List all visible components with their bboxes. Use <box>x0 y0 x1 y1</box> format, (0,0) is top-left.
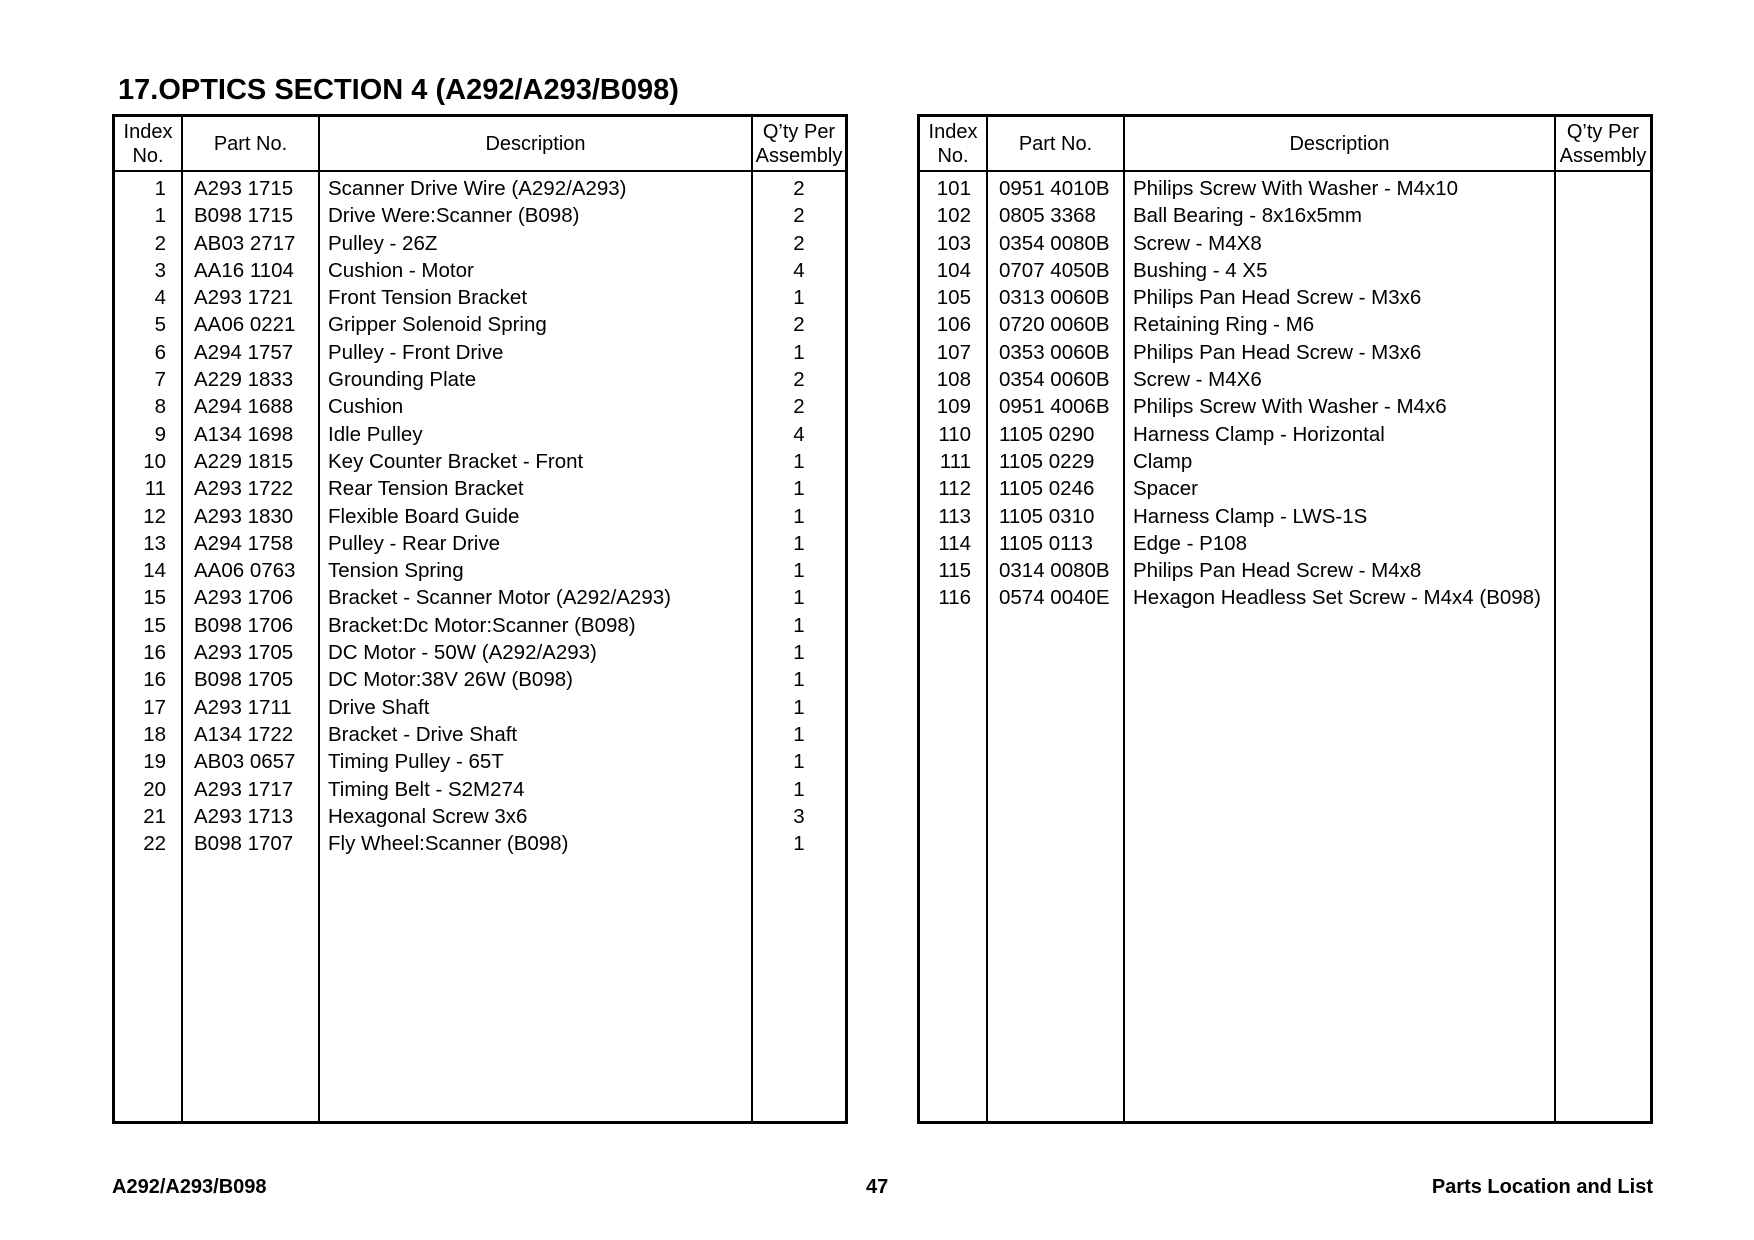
qty-cell: 2 <box>793 395 805 419</box>
qty-cell: 1 <box>793 777 805 801</box>
parts-table-right <box>917 114 1653 1124</box>
description-cell: Screw - M4X8 <box>1133 231 1262 255</box>
table-row <box>115 721 845 748</box>
part-no-cell: 0574 0040E <box>999 586 1110 610</box>
qty-cell: 1 <box>793 695 805 719</box>
qty-cell: 2 <box>793 313 805 337</box>
table-row <box>115 421 845 448</box>
page-title: 17.OPTICS SECTION 4 (A292/A293/B098) <box>118 74 679 106</box>
table-row <box>920 230 1650 257</box>
header-description: Description <box>1289 132 1390 155</box>
description-cell: Pulley - Rear Drive <box>328 531 501 555</box>
part-no-cell: A134 1698 <box>194 422 294 446</box>
qty-cell: 2 <box>793 204 805 228</box>
qty-cell <box>1556 421 1650 448</box>
footer-section: Parts Location and List <box>1431 1176 1653 1198</box>
description-cell: Gripper Solenoid Spring <box>328 313 547 337</box>
part-no-cell: A293 1705 <box>194 641 294 665</box>
table-row <box>920 530 1650 557</box>
qty-cell: 1 <box>793 832 805 856</box>
description-cell: Idle Pulley <box>328 422 423 446</box>
header-qty: Q’ty Per Assembly <box>755 120 843 167</box>
index-cell: 16 <box>143 668 166 692</box>
table-row <box>115 639 845 666</box>
table-row <box>115 612 845 639</box>
table-row <box>115 557 845 584</box>
description-cell: Harness Clamp - LWS-1S <box>1133 504 1368 528</box>
qty-cell <box>1556 284 1650 311</box>
part-no-cell: A294 1757 <box>194 340 294 364</box>
index-cell: 116 <box>938 586 971 610</box>
table-row <box>920 503 1650 530</box>
description-cell: Bracket - Drive Shaft <box>328 722 518 746</box>
description-cell: Hexagon Headless Set Screw - M4x4 (B098) <box>1133 586 1541 610</box>
table-row <box>920 257 1650 284</box>
qty-cell <box>1556 448 1650 475</box>
part-no-cell: AA06 0221 <box>194 313 296 337</box>
index-cell: 20 <box>143 777 166 801</box>
description-cell: Screw - M4X6 <box>1133 368 1262 392</box>
table-row <box>115 284 845 311</box>
description-cell: Philips Pan Head Screw - M4x8 <box>1133 559 1422 583</box>
index-cell: 14 <box>143 559 166 583</box>
qty-cell: 1 <box>793 531 805 555</box>
index-cell: 103 <box>936 231 971 255</box>
table-row <box>115 202 845 229</box>
parts-table-left <box>112 114 848 1124</box>
description-cell: Philips Screw With Washer - M4x10 <box>1133 177 1459 200</box>
index-cell: 101 <box>936 177 971 200</box>
index-cell: 107 <box>936 340 971 364</box>
qty-cell: 1 <box>793 750 805 774</box>
part-no-cell: 1105 0246 <box>999 477 1095 501</box>
index-cell: 15 <box>143 586 166 610</box>
qty-cell: 1 <box>793 559 805 583</box>
table-row <box>115 366 845 393</box>
index-cell: 3 <box>154 258 166 282</box>
part-no-cell: A294 1688 <box>194 395 294 419</box>
qty-cell <box>1556 557 1650 584</box>
table-body <box>920 175 1650 612</box>
table-row <box>115 257 845 284</box>
part-no-cell: A294 1758 <box>194 531 294 555</box>
part-no-cell: 0805 3368 <box>999 204 1096 228</box>
part-no-cell: A229 1833 <box>194 368 294 392</box>
qty-cell <box>1556 339 1650 366</box>
part-no-cell: A134 1722 <box>194 722 294 746</box>
part-no-cell: 0951 4010B <box>999 177 1110 200</box>
part-no-cell: A293 1706 <box>194 586 294 610</box>
index-cell: 108 <box>936 368 971 392</box>
part-no-cell: A293 1722 <box>194 477 294 501</box>
table-row <box>115 748 845 775</box>
description-cell: Flexible Board Guide <box>328 504 520 528</box>
index-cell: 4 <box>154 286 166 310</box>
description-cell: Timing Pulley - 65T <box>328 750 504 774</box>
index-cell: 9 <box>154 422 166 446</box>
description-cell: Timing Belt - S2M274 <box>328 777 525 801</box>
qty-cell: 1 <box>793 477 805 501</box>
part-no-cell: 0314 0080B <box>999 559 1110 583</box>
table-row <box>115 339 845 366</box>
table-row <box>920 175 1650 202</box>
qty-cell <box>1556 230 1650 257</box>
description-cell: Bracket:Dc Motor:Scanner (B098) <box>328 613 636 637</box>
part-no-cell: A293 1711 <box>194 695 292 719</box>
description-cell: Edge - P108 <box>1133 531 1247 555</box>
part-no-cell: 0951 4006B <box>999 395 1110 419</box>
part-no-cell: 0353 0060B <box>999 340 1110 364</box>
part-no-cell: B098 1705 <box>194 668 294 692</box>
description-cell: Pulley - Front Drive <box>328 340 504 364</box>
header-divider <box>920 170 1650 172</box>
index-cell: 10 <box>143 449 166 473</box>
index-cell: 6 <box>154 340 166 364</box>
header-description: Description <box>485 132 586 155</box>
table-row <box>920 339 1650 366</box>
description-cell: Harness Clamp - Horizontal <box>1133 422 1385 446</box>
description-cell: Philips Pan Head Screw - M3x6 <box>1133 286 1422 310</box>
table-row <box>115 475 845 502</box>
table-row <box>920 584 1650 611</box>
part-no-cell: 1105 0290 <box>999 422 1095 446</box>
index-cell: 13 <box>143 531 166 555</box>
qty-cell <box>1556 393 1650 420</box>
part-no-cell: A293 1721 <box>194 286 294 310</box>
index-cell: 16 <box>143 641 166 665</box>
description-cell: Spacer <box>1133 477 1198 501</box>
part-no-cell: 1105 0113 <box>999 531 1093 555</box>
index-cell: 109 <box>936 395 971 419</box>
footer-page-number: 47 <box>866 1176 889 1198</box>
qty-cell: 1 <box>793 722 805 746</box>
table-row <box>115 448 845 475</box>
qty-cell <box>1556 257 1650 284</box>
qty-cell: 4 <box>793 258 805 282</box>
part-no-cell: B098 1707 <box>194 832 294 856</box>
table-body <box>115 175 845 857</box>
qty-cell: 1 <box>793 286 805 310</box>
header-index: Index No. <box>123 120 173 167</box>
header-qty: Q’ty Per Assembly <box>1559 120 1647 167</box>
index-cell: 1 <box>154 204 166 228</box>
description-cell: Retaining Ring - M6 <box>1133 313 1315 337</box>
header-divider <box>115 170 845 172</box>
index-cell: 1 <box>154 177 166 200</box>
part-no-cell: B098 1715 <box>194 204 294 228</box>
table-row <box>920 557 1650 584</box>
part-no-cell: 1105 0310 <box>999 504 1095 528</box>
index-cell: 22 <box>143 832 166 856</box>
index-cell: 112 <box>938 477 971 501</box>
qty-cell <box>1556 366 1650 393</box>
table-row <box>920 366 1650 393</box>
index-cell: 17 <box>143 695 166 719</box>
part-no-cell: A293 1713 <box>194 804 294 828</box>
qty-cell <box>1556 503 1650 530</box>
index-cell: 12 <box>143 504 166 528</box>
table-row <box>920 202 1650 229</box>
description-cell: Clamp <box>1133 449 1193 473</box>
table-row <box>115 803 845 830</box>
part-no-cell: A293 1715 <box>194 177 294 200</box>
index-cell: 110 <box>938 422 971 446</box>
index-cell: 111 <box>939 449 971 473</box>
table-row <box>115 230 845 257</box>
part-no-cell: AA06 0763 <box>194 559 296 583</box>
table-row <box>115 393 845 420</box>
qty-cell <box>1556 311 1650 338</box>
index-cell: 8 <box>154 395 166 419</box>
part-no-cell: AB03 0657 <box>194 750 296 774</box>
table-row <box>115 776 845 803</box>
part-no-cell: B098 1706 <box>194 613 294 637</box>
index-cell: 19 <box>143 750 166 774</box>
part-no-cell: 1105 0229 <box>999 449 1095 473</box>
qty-cell <box>1556 175 1650 202</box>
description-cell: Drive Shaft <box>328 695 430 719</box>
qty-cell: 4 <box>793 422 805 446</box>
table-row <box>115 666 845 693</box>
description-cell: Grounding Plate <box>328 368 477 392</box>
index-cell: 102 <box>936 204 971 228</box>
part-no-cell: 0354 0080B <box>999 231 1110 255</box>
description-cell: Front Tension Bracket <box>328 286 528 310</box>
table-row <box>920 311 1650 338</box>
index-cell: 113 <box>938 504 971 528</box>
description-cell: Ball Bearing - 8x16x5mm <box>1133 204 1363 228</box>
header-part-no: Part No. <box>213 132 288 155</box>
part-no-cell: 0707 4050B <box>999 258 1110 282</box>
index-cell: 2 <box>154 231 166 255</box>
description-cell: Drive Were:Scanner (B098) <box>328 204 580 228</box>
index-cell: 18 <box>143 722 166 746</box>
index-cell: 15 <box>143 613 166 637</box>
index-cell: 104 <box>936 258 971 282</box>
index-cell: 7 <box>154 368 166 392</box>
table-row <box>115 694 845 721</box>
table-row <box>115 311 845 338</box>
index-cell: 114 <box>938 531 971 555</box>
index-cell: 5 <box>154 313 166 337</box>
index-cell: 106 <box>936 313 971 337</box>
description-cell: Cushion <box>328 395 404 419</box>
index-cell: 105 <box>936 286 971 310</box>
index-cell: 115 <box>938 559 971 583</box>
qty-cell: 1 <box>793 340 805 364</box>
header-index: Index No. <box>928 120 978 167</box>
qty-cell: 1 <box>793 449 805 473</box>
description-cell: DC Motor - 50W (A292/A293) <box>328 641 597 665</box>
index-cell: 21 <box>143 804 166 828</box>
qty-cell: 1 <box>793 641 805 665</box>
description-cell: Cushion - Motor <box>328 258 474 282</box>
qty-cell: 1 <box>793 504 805 528</box>
description-cell: Hexagonal Screw 3x6 <box>328 804 528 828</box>
table-row <box>115 584 845 611</box>
footer-model: A292/A293/B098 <box>112 1176 267 1198</box>
table-row <box>920 393 1650 420</box>
qty-cell <box>1556 475 1650 502</box>
description-cell: Bracket - Scanner Motor (A292/A293) <box>328 586 671 610</box>
description-cell: Philips Pan Head Screw - M3x6 <box>1133 340 1422 364</box>
qty-cell: 1 <box>793 613 805 637</box>
header-part-no: Part No. <box>1018 132 1093 155</box>
qty-cell: 1 <box>793 586 805 610</box>
table-row <box>920 421 1650 448</box>
description-cell: Pulley - 26Z <box>328 231 438 255</box>
qty-cell: 3 <box>793 804 805 828</box>
table-row <box>920 448 1650 475</box>
qty-cell: 1 <box>793 668 805 692</box>
qty-cell: 2 <box>793 231 805 255</box>
qty-cell <box>1556 530 1650 557</box>
table-row <box>920 475 1650 502</box>
table-row <box>115 175 845 202</box>
part-no-cell: A293 1830 <box>194 504 294 528</box>
description-cell: Rear Tension Bracket <box>328 477 524 501</box>
part-no-cell: 0313 0060B <box>999 286 1110 310</box>
part-no-cell: A293 1717 <box>194 777 294 801</box>
description-cell: Bushing - 4 X5 <box>1133 258 1268 282</box>
description-cell: Tension Spring <box>328 559 464 583</box>
description-cell: Scanner Drive Wire (A292/A293) <box>328 177 627 200</box>
qty-cell <box>1556 584 1650 611</box>
table-row <box>115 503 845 530</box>
qty-cell <box>1556 202 1650 229</box>
description-cell: Fly Wheel:Scanner (B098) <box>328 832 569 856</box>
description-cell: Philips Screw With Washer - M4x6 <box>1133 395 1447 419</box>
part-no-cell: AB03 2717 <box>194 231 296 255</box>
part-no-cell: 0720 0060B <box>999 313 1110 337</box>
qty-cell: 2 <box>793 177 805 200</box>
description-cell: DC Motor:38V 26W (B098) <box>328 668 573 692</box>
table-row <box>920 284 1650 311</box>
qty-cell: 2 <box>793 368 805 392</box>
index-cell: 11 <box>144 477 166 501</box>
part-no-cell: 0354 0060B <box>999 368 1110 392</box>
part-no-cell: AA16 1104 <box>194 258 294 282</box>
description-cell: Key Counter Bracket - Front <box>328 449 584 473</box>
table-row <box>115 830 845 857</box>
part-no-cell: A229 1815 <box>194 449 294 473</box>
table-row <box>115 530 845 557</box>
